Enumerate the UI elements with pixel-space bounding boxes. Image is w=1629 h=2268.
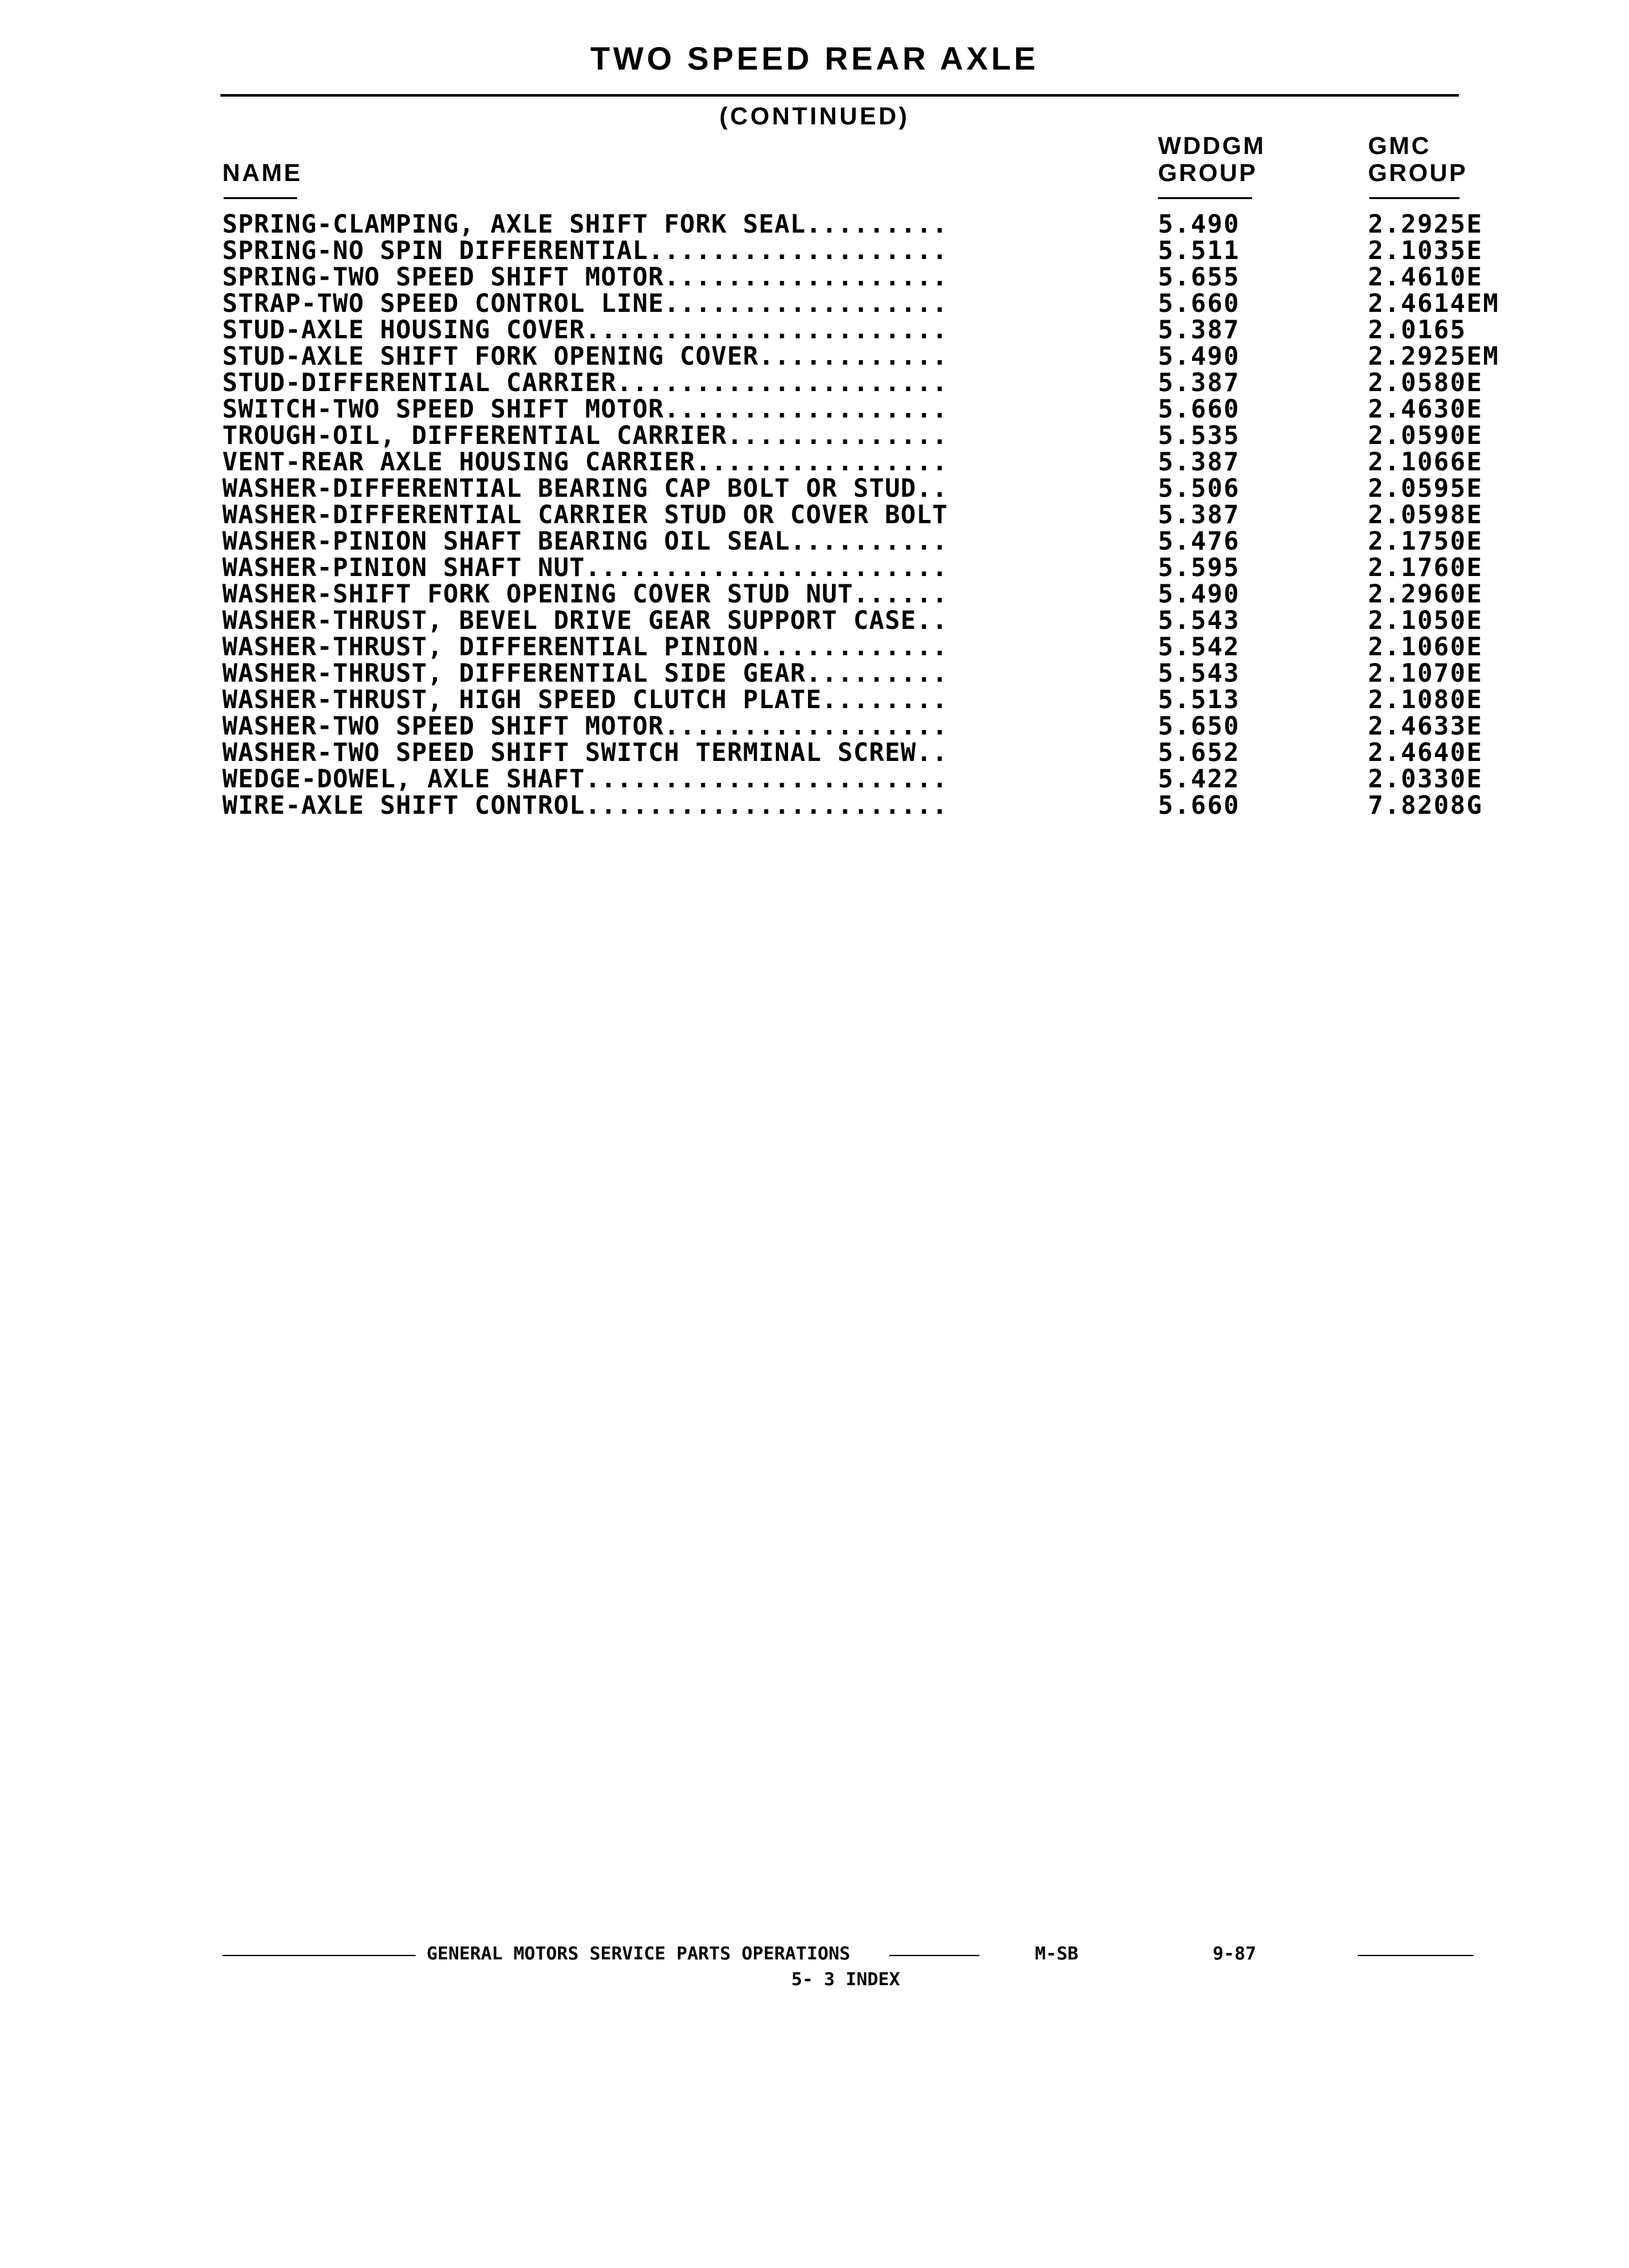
part-name: WIRE-AXLE SHIFT CONTROL....................... bbox=[222, 793, 949, 819]
wddgm-group: 5.490 bbox=[1158, 342, 1240, 371]
table-row bbox=[0, 740, 1629, 766]
footer-organization: GENERAL MOTORS SERVICE PARTS OPERATIONS bbox=[427, 1943, 851, 1964]
footer-code: M-SB bbox=[1035, 1943, 1079, 1964]
gmc-group: 2.2925EM bbox=[1368, 342, 1499, 371]
part-name: STUD-AXLE SHIFT FORK OPENING COVER............ bbox=[222, 343, 949, 370]
wddgm-group: 5.387 bbox=[1158, 501, 1240, 530]
table-row bbox=[0, 291, 1629, 317]
parts-table bbox=[0, 211, 1629, 819]
table-row bbox=[0, 793, 1629, 819]
column-header-gmc: GMC bbox=[1368, 133, 1431, 160]
gmc-group: 2.2925E bbox=[1368, 210, 1483, 239]
part-name: TROUGH-OIL, DIFFERENTIAL CARRIER.............. bbox=[222, 423, 949, 449]
wddgm-group: 5.422 bbox=[1158, 765, 1240, 794]
column-header-gmc-group: GROUP bbox=[1368, 160, 1468, 187]
wddgm-group: 5.543 bbox=[1158, 659, 1240, 688]
wddgm-group: 5.652 bbox=[1158, 738, 1240, 767]
wddgm-group: 5.476 bbox=[1158, 527, 1240, 556]
table-row bbox=[0, 608, 1629, 634]
page-title: TWO SPEED REAR AXLE bbox=[590, 41, 1039, 77]
footer-index: 5- 3 INDEX bbox=[791, 1968, 900, 1990]
wddgm-group: 5.490 bbox=[1158, 580, 1240, 609]
part-name: WASHER-THRUST, HIGH SPEED CLUTCH PLATE........ bbox=[222, 687, 949, 713]
part-name: SPRING-TWO SPEED SHIFT MOTOR.................. bbox=[222, 264, 949, 291]
column-header-name: NAME bbox=[222, 160, 302, 187]
wddgm-group: 5.543 bbox=[1158, 606, 1240, 635]
table-row bbox=[0, 449, 1629, 476]
title-rule bbox=[220, 94, 1459, 97]
column-header-wddgm: WDDGM bbox=[1158, 133, 1266, 160]
wddgm-group: 5.387 bbox=[1158, 448, 1240, 477]
footer-rule-middle bbox=[889, 1955, 979, 1956]
column-underline-name bbox=[224, 197, 297, 199]
part-name: WASHER-THRUST, DIFFERENTIAL PINION............ bbox=[222, 634, 949, 660]
part-name: WASHER-DIFFERENTIAL BEARING CAP BOLT OR STUD.. bbox=[222, 476, 949, 502]
gmc-group: 2.0598E bbox=[1368, 501, 1483, 530]
part-name: WASHER-THRUST, BEVEL DRIVE GEAR SUPPORT CASE.. bbox=[222, 608, 949, 634]
table-row bbox=[0, 766, 1629, 793]
gmc-group: 2.1750E bbox=[1368, 527, 1483, 556]
table-row bbox=[0, 687, 1629, 713]
page-subtitle: (CONTINUED) bbox=[719, 103, 910, 130]
part-name: WASHER-TWO SPEED SHIFT MOTOR.................. bbox=[222, 713, 949, 740]
wddgm-group: 5.650 bbox=[1158, 712, 1240, 741]
part-name: WEDGE-DOWEL, AXLE SHAFT....................... bbox=[222, 766, 949, 793]
gmc-group: 2.1070E bbox=[1368, 659, 1483, 688]
column-underline-gmc bbox=[1369, 197, 1460, 199]
gmc-group: 2.1035E bbox=[1368, 236, 1483, 265]
gmc-group: 2.4610E bbox=[1368, 263, 1483, 292]
wddgm-group: 5.595 bbox=[1158, 553, 1240, 582]
part-name: WASHER-DIFFERENTIAL CARRIER STUD OR COVER BOLT bbox=[222, 502, 949, 528]
table-row bbox=[0, 211, 1629, 238]
table-row bbox=[0, 502, 1629, 528]
part-name: WASHER-SHIFT FORK OPENING COVER STUD NUT...... bbox=[222, 581, 949, 608]
gmc-group: 2.0580E bbox=[1368, 369, 1483, 398]
wddgm-group: 5.542 bbox=[1158, 633, 1240, 662]
part-name: WASHER-PINION SHAFT BEARING OIL SEAL.......... bbox=[222, 528, 949, 555]
table-row bbox=[0, 317, 1629, 343]
gmc-group: 2.1760E bbox=[1368, 553, 1483, 582]
gmc-group: 2.1066E bbox=[1368, 448, 1483, 477]
gmc-group: 2.0165 bbox=[1368, 316, 1467, 345]
gmc-group: 2.1080E bbox=[1368, 686, 1483, 715]
part-name: STUD-AXLE HOUSING COVER....................... bbox=[222, 317, 949, 343]
table-row bbox=[0, 423, 1629, 449]
wddgm-group: 5.387 bbox=[1158, 369, 1240, 398]
part-name: STRAP-TWO SPEED CONTROL LINE.................. bbox=[222, 291, 949, 317]
gmc-group: 2.1060E bbox=[1368, 633, 1483, 662]
part-name: WASHER-THRUST, DIFFERENTIAL SIDE GEAR......... bbox=[222, 660, 949, 687]
gmc-group: 2.4630E bbox=[1368, 395, 1483, 424]
gmc-group: 7.8208G bbox=[1368, 791, 1483, 820]
part-name: WASHER-TWO SPEED SHIFT SWITCH TERMINAL SCREW.. bbox=[222, 740, 949, 766]
wddgm-group: 5.506 bbox=[1158, 474, 1240, 503]
column-header-wddgm-group: GROUP bbox=[1158, 160, 1258, 187]
wddgm-group: 5.513 bbox=[1158, 686, 1240, 715]
table-row bbox=[0, 264, 1629, 291]
wddgm-group: 5.660 bbox=[1158, 791, 1240, 820]
table-row bbox=[0, 238, 1629, 264]
footer-rule-right bbox=[1358, 1955, 1474, 1956]
table-row bbox=[0, 660, 1629, 687]
wddgm-group: 5.490 bbox=[1158, 210, 1240, 239]
gmc-group: 2.0595E bbox=[1368, 474, 1483, 503]
part-name: SPRING-CLAMPING, AXLE SHIFT FORK SEAL......... bbox=[222, 211, 949, 238]
table-row bbox=[0, 555, 1629, 581]
part-name: VENT-REAR AXLE HOUSING CARRIER................ bbox=[222, 449, 949, 476]
table-row bbox=[0, 713, 1629, 740]
wddgm-group: 5.535 bbox=[1158, 421, 1240, 450]
wddgm-group: 5.655 bbox=[1158, 263, 1240, 292]
wddgm-group: 5.387 bbox=[1158, 316, 1240, 345]
table-row bbox=[0, 634, 1629, 660]
table-row bbox=[0, 476, 1629, 502]
table-row bbox=[0, 581, 1629, 608]
part-name: SWITCH-TWO SPEED SHIFT MOTOR.................. bbox=[222, 396, 949, 423]
wddgm-group: 5.511 bbox=[1158, 236, 1240, 265]
table-row bbox=[0, 343, 1629, 370]
gmc-group: 2.0590E bbox=[1368, 421, 1483, 450]
gmc-group: 2.4633E bbox=[1368, 712, 1483, 741]
footer-date: 9-87 bbox=[1213, 1943, 1257, 1964]
column-underline-wddgm bbox=[1158, 197, 1252, 199]
part-name: WASHER-PINION SHAFT NUT....................... bbox=[222, 555, 949, 581]
table-row bbox=[0, 528, 1629, 555]
table-row bbox=[0, 396, 1629, 423]
part-name: STUD-DIFFERENTIAL CARRIER..................... bbox=[222, 370, 949, 396]
footer-rule-left bbox=[222, 1955, 416, 1956]
wddgm-group: 5.660 bbox=[1158, 395, 1240, 424]
table-row bbox=[0, 370, 1629, 396]
gmc-group: 2.4640E bbox=[1368, 738, 1483, 767]
gmc-group: 2.2960E bbox=[1368, 580, 1483, 609]
gmc-group: 2.1050E bbox=[1368, 606, 1483, 635]
gmc-group: 2.4614EM bbox=[1368, 289, 1499, 318]
part-name: SPRING-NO SPIN DIFFERENTIAL................... bbox=[222, 238, 949, 264]
gmc-group: 2.0330E bbox=[1368, 765, 1483, 794]
wddgm-group: 5.660 bbox=[1158, 289, 1240, 318]
